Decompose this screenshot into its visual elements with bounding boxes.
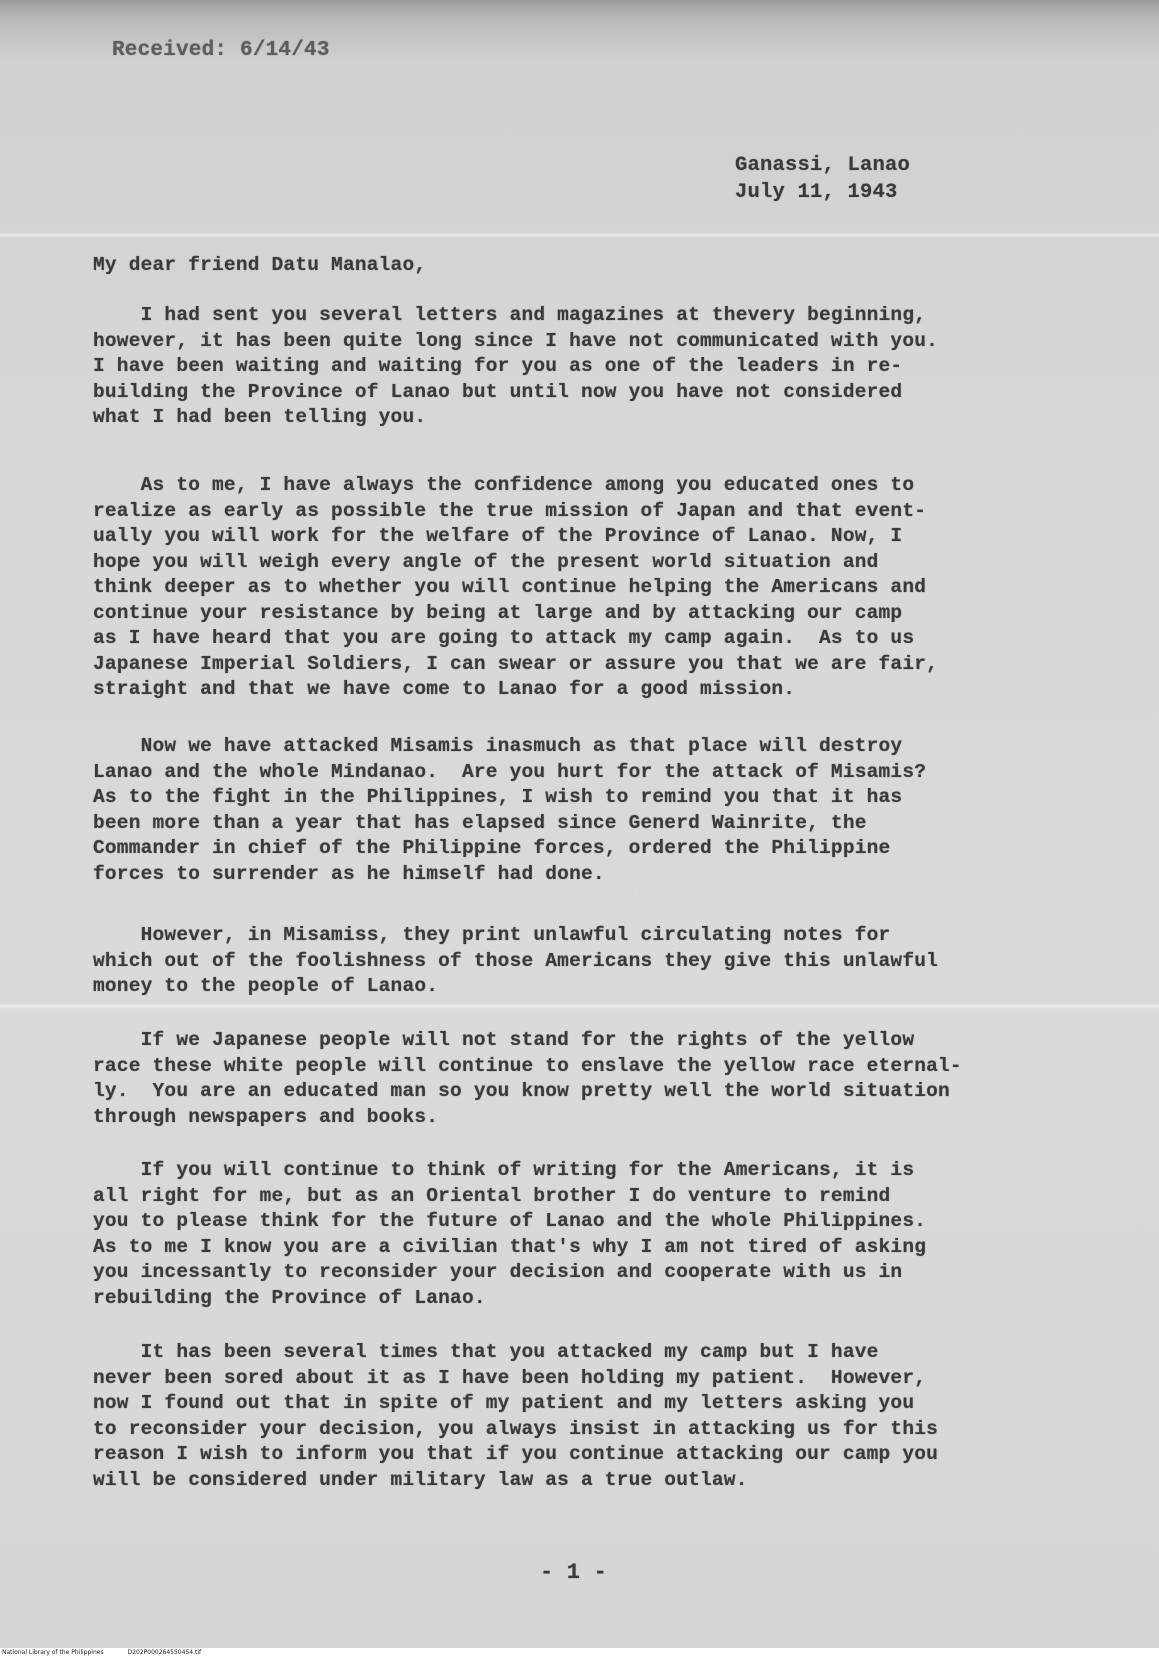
paragraph-7: It has been several times that you attacked my camp but I have never been sored about it as I have been holding my patient. However, now I found out that in spite of my patient and my letters asking you to reconsider your decision, you always insist in attacking us for this reason I wish to inform you that if you continue attacking our camp you will be considered under military law as a true outlaw. <box>93 1341 939 1491</box>
paragraph-6: If you will continue to think of writing for the Americans, it is all right for me, but as an Oriental brother I do venture to remind you to please think for the future of Lanao and the whole Philippines. As to me I know you are a civilian that's why I am not tired of asking you incessantly to reconsider your decision and cooperate with us in rebuilding the Province of Lanao. <box>93 1159 927 1309</box>
letter-place-date <box>735 152 910 206</box>
footer-library: National Library of the Philippines <box>2 1649 104 1656</box>
salutation: My dear friend Datu Manalao, <box>93 254 427 276</box>
footer-file: D202P000264550454.tif <box>127 1649 202 1656</box>
received-stamp: Received: 6/14/43 <box>112 39 330 62</box>
letter-place: Ganassi, Lanao <box>735 154 911 177</box>
paragraph-1: I had sent you several letters and magazines at thevery beginning, however, it has been quite long since I have not communicated with you. I have been waiting and waiting for you as one of the leaders in re- building the Province of Lanao but until now you have not considered what I had been telling you. <box>93 304 939 428</box>
paragraph-3: Now we have attacked Misamis inasmuch as that place will destroy Lanao and the whole Mindanao. Are you hurt for the attack of Misamis? As to the fight in the Philippines, I wish to remind you that it has been more than a year that has elapsed since Generd Wainrite, the Commander in chief of the Philippine forces, ordered the Philippine forces to surrender as he himself had done. <box>93 735 927 885</box>
letter-date: July 11, 1943 <box>735 181 898 204</box>
paragraph-2: As to me, I have always the confidence among you educated ones to realize as early as possible the true mission of Japan and that event- ually you will work for the welfare of the Province of Lanao. Now, I hope you will weigh every angle of the present world situation and think deeper as to whether you will continue helping the Americans and continue your resistance by being at large and by attacking our camp as I have heard that you are going to attack my camp again. As to us Japanese Imperial Soldiers, I can swear or assure you that we are fair, straight and that we have come to Lanao for a good mission. <box>93 474 939 700</box>
fold-crease <box>0 232 1159 238</box>
scan-footer <box>0 1648 1159 1658</box>
paragraph-5: If we Japanese people will not stand for the rights of the yellow race these white people will continue to enslave the yellow race eternal- ly. You are an educated man so you know pretty well the world situation through newspapers and books. <box>93 1029 962 1128</box>
paragraph-4: However, in Misamiss, they print unlawful circulating notes for which out of the foolishness of those Americans they give this unlawful money to the people of Lanao. <box>93 924 939 997</box>
page-number: - 1 - <box>540 1560 608 1585</box>
fold-crease <box>0 1003 1159 1009</box>
